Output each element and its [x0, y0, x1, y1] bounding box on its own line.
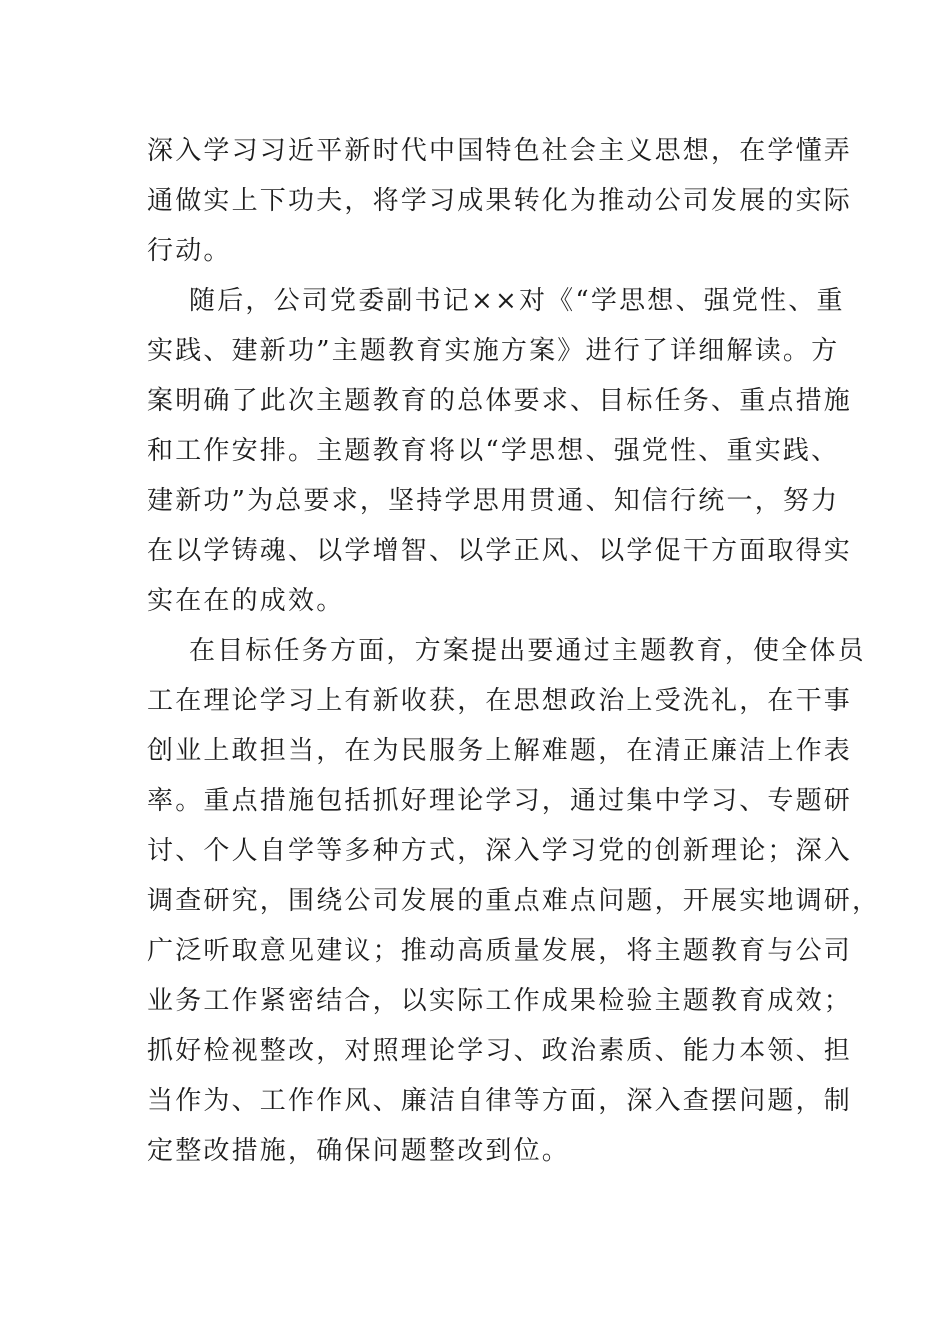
paragraph-line: 实践、建新功”主题教育实施方案》进行了详细解读。方 [147, 336, 840, 366]
paragraph-line: 随后，公司党委副书记××对《“学思想、强党性、重 [189, 286, 845, 316]
paragraph-line: 深入学习习近平新时代中国特色社会主义思想，在学懂弄 [147, 136, 853, 166]
paragraph-line: 工在理论学习上有新收获，在思想政治上受洗礼，在干事 [147, 686, 853, 716]
paragraph-1 [147, 126, 853, 276]
paragraph-line: 实在在的成效。 [147, 586, 345, 616]
paragraph-line: 当作为、工作作风、廉洁自律等方面，深入查摆问题，制 [147, 1086, 853, 1116]
paragraph-line: 通做实上下功夫，将学习成果转化为推动公司发展的实际 [147, 186, 853, 216]
paragraph-line: 行动。 [147, 236, 232, 266]
paragraph-line: 讨、个人自学等多种方式，深入学习党的创新理论；深入 [147, 836, 853, 866]
paragraph-3 [147, 626, 881, 1176]
paragraph-line: 调查研究，围绕公司发展的重点难点问题，开展实地调研， [147, 886, 881, 916]
paragraph-line: 创业上敢担当，在为民服务上解难题，在清正廉洁上作表 [147, 736, 853, 766]
paragraph-line: 在目标任务方面，方案提出要通过主题教育，使全体员 [189, 636, 866, 666]
paragraph-line: 业务工作紧密结合，以实际工作成果检验主题教育成效； [147, 986, 853, 1016]
paragraph-line: 建新功”为总要求，坚持学思用贯通、知信行统一，努力 [147, 486, 840, 516]
paragraph-2 [147, 276, 853, 626]
paragraph-line: 抓好检视整改，对照理论学习、政治素质、能力本领、担 [147, 1036, 853, 1066]
paragraph-line: 和工作安排。主题教育将以“学思想、强党性、重实践、 [147, 436, 840, 466]
paragraph-line: 率。重点措施包括抓好理论学习，通过集中学习、专题研 [147, 786, 853, 816]
paragraph-line: 广泛听取意见建议；推动高质量发展，将主题教育与公司 [147, 936, 853, 966]
paragraph-line: 在以学铸魂、以学增智、以学正风、以学促干方面取得实 [147, 536, 853, 566]
paragraph-line: 案明确了此次主题教育的总体要求、目标任务、重点措施 [147, 386, 853, 416]
paragraph-line: 定整改措施，确保问题整改到位。 [147, 1136, 571, 1166]
document-body [147, 126, 881, 1176]
